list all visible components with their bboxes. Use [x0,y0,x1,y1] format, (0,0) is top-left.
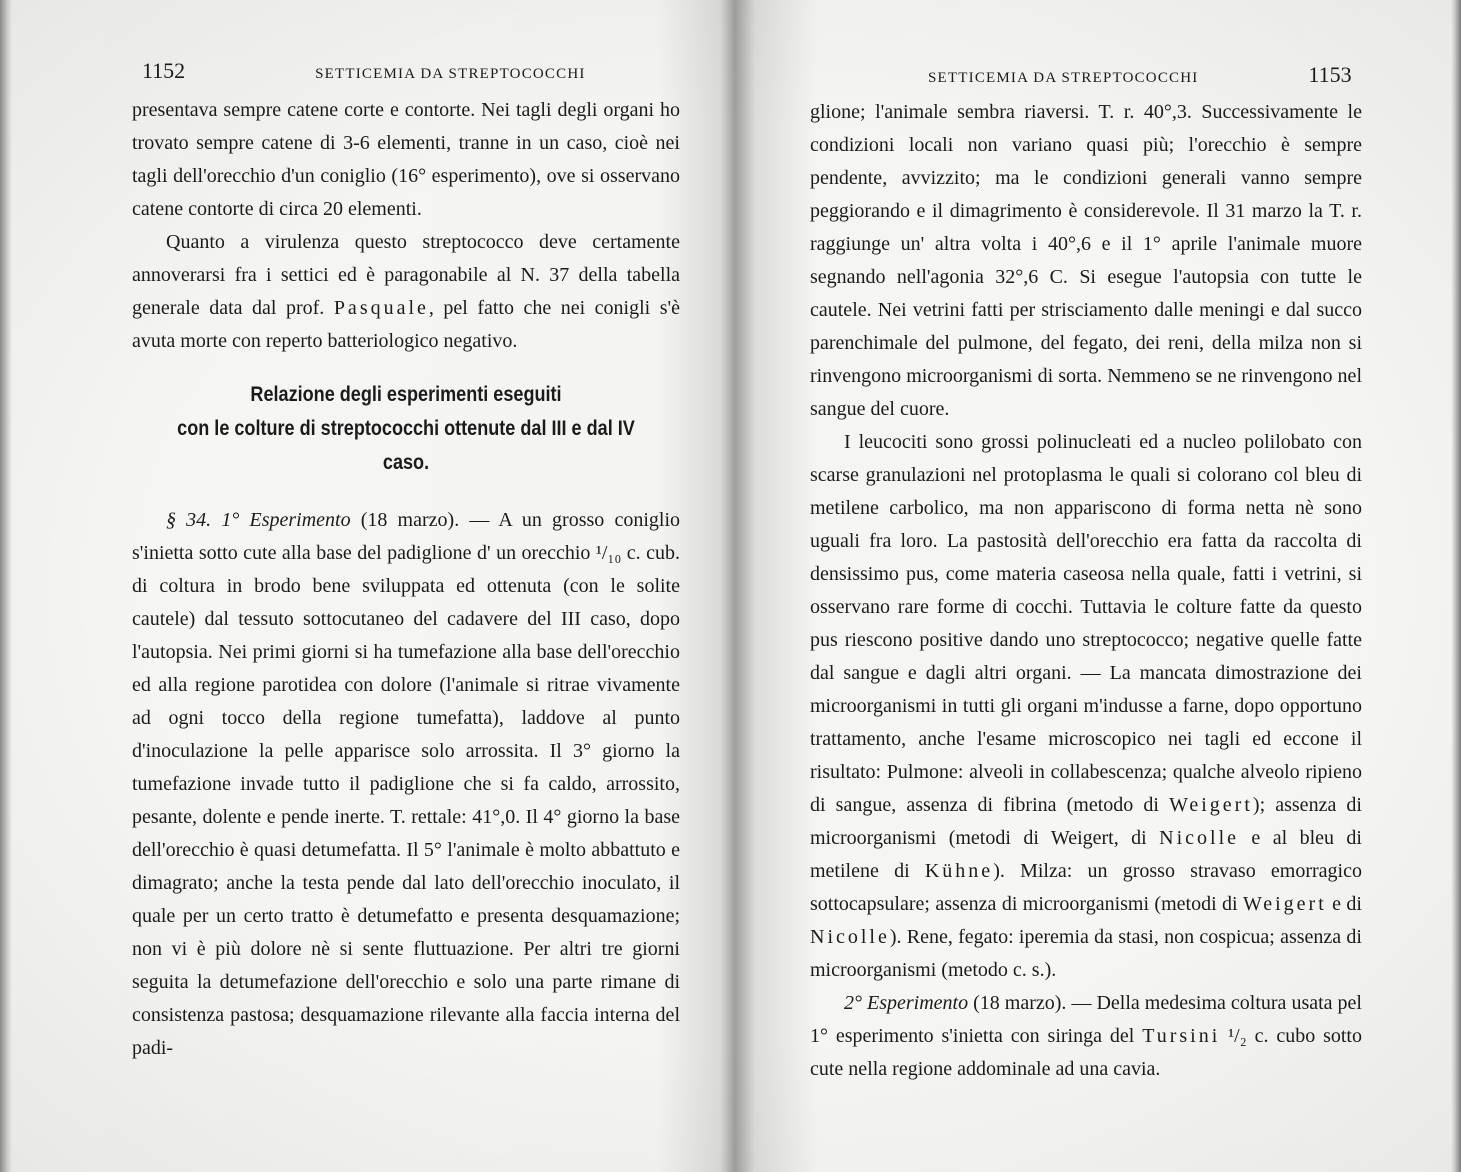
author-name-weigert-2: Weigert [1242,893,1327,915]
experiment-2-text-b: ¹/₂ c. cubo sotto cute nella regione addominale ad una cavia. [810,1025,1362,1080]
right-paragraph-2-a: I leucociti sono grossi polinucleati ed a nucleo polilobato con scarse granulazioni nel protoplasma le quali si colorano col bleu di metilene carbolico, ma non appariscono di forma netta nè sono uguali fra loro. La pastosità dell'orecchio era fatta da raccolta di densissimo pus, come materia caseosa nella quale, fatti i vetrini, si osservano rare forme di cocchi. Tuttavia le colture fatte da questo pus riescono positive dando uno streptococco; negative quelle fatte dal sangue e dagli altri organi. — La mancata dimostrazione dei microorganismi in tutti gli organi m'indusse a farne, dopo opportuno trattamento, anche l'esame microscopico nei tagli ed eccone il risultato: Pulmone: alveoli in collabescenza; qualche alveolo ripieno di sangue, assenza di fibrina (metodo di [810,431,1362,816]
right-page-number: 1153 [1308,62,1352,87]
left-paragraph-2-text: Quanto a virulenza questo streptococco deve certamente annoverarsi fra i settici ed è paragonabile al N. 37 della tabella generale data dal prof. [132,231,680,319]
right-page-header [928,62,1352,88]
section-title-line-2: con le colture di streptococchi ottenute dal III e dal IV caso. [177,417,635,474]
right-paragraph-1: glione; l'animale sembra riaversi. T. r. 40°,3. Successivamente le condizioni locali non variano quasi più; l'orecchio è sempre pendente, avvizzito; ma le condizioni generali vanno sempre peggiorando e il dimagrimento è considerevole. Il 31 marzo la T. r. raggiunge un' altra volta i 40°,6 e il 1° aprile l'animale muore segnando nell'agonia 32°,6 C. Si esegue l'autopsia con tutte le cautele. Nei vetrini fatti per strisciamento dalle meningi e dal succo parenchimale del pulmone, del fegato, dei reni, della milza non si rinvengono microorganismi di sorta. Nemmeno se ne rinvengono nel sangue del cuore. [810,101,1362,420]
right-paragraph-2-d: ). Milza: un grosso stravaso emorragico sottocapsulare; assenza di microorganismi (metodi di [810,860,1362,915]
left-paragraph-2 [132,226,680,358]
experiment-1-label: § 34. 1° Esperimento [166,509,351,531]
right-text-block [810,96,1362,1086]
author-name-tursini: Tursini [1142,1025,1221,1047]
right-paragraph-2-f: ). Rene, fegato: iperemia da stasi, non cospicua; assenza di microorganismi (metodo c. s.). [810,926,1362,981]
author-name-nicolle: Nicolle [1159,827,1240,849]
left-page-header [142,58,586,84]
left-running-head: SETTICEMIA DA STREPTOCOCCHI [315,66,586,82]
author-name-pasquale: Pasquale [333,297,429,319]
experiment-1-text: (18 marzo). — A un grosso coniglio s'inietta sotto cute alla base del padiglione d' un orecchio ¹/₁₀ c. cub. di coltura in brodo bene sviluppata ed ottenuta (con le solite cautele) dal tessuto sottocutaneo del cadavere del III caso, dopo l'autopsia. Nei primi giorni si ha tumefazione alla base dell'orecchio ed alla regione parotidea con dolore (l'animale si ritrae vivamente ad ogni tocco della regione tumefatta), laddove al punto d'inoculazione la pelle apparisce solo arrossita. Il 3° giorno la tumefazione invade tutto il padiglione che si fa caldo, arrossito, pesante, dolente e pende inerte. T. rettale: 41°,0. Il 4° giorno la base dell'orecchio è quasi detumefatta. Il 5° l'animale è molto abbattuto e dimagrato; anche la testa pende dal lato dell'orecchio inoculato, il quale per un certo tratto è detumefatto e presenta desquamazione; non vi è più dolore nè si sente fluttuazione. Per altri tre giorni seguita la detumefazione dell'orecchio e solo una parte rimane di consistenza pastosa; desquamazione rilevante alla faccia interna del padi- [132,509,680,1059]
section-title [170,378,641,480]
experiment-2-text-a: (18 marzo). — Della medesima coltura usata pel 1° esperimento s'inietta con siringa del [810,992,1362,1047]
experiment-2-paragraph [810,987,1362,1086]
right-running-head: SETTICEMIA DA STREPTOCOCCHI [928,70,1199,86]
author-name-kuhne: Kühne [924,860,994,882]
right-page [730,0,1461,1172]
left-paragraph-2-tail: , pel fatto che nei conigli s'è avuta morte con reperto batteriologico negativo. [132,297,680,352]
left-paragraph-1: presentava sempre catene corte e contorte. Nei tagli degli organi ho trovato sempre catene di 3-6 elementi, tranne in un caso, cioè nei tagli dell'orecchio d'un coniglio (16° esperimento), ove si osservano catene contorte di circa 20 elementi. [132,99,680,220]
section-title-line-1: Relazione degli esperimenti eseguiti [250,383,562,406]
left-page [0,0,730,1172]
right-paragraph-2 [810,426,1362,987]
right-paragraph-2-b: ); assenza di microorganismi (metodi di Weigert, di [810,794,1362,849]
right-paragraph-2-e: e di [1326,893,1362,915]
experiment-2-label: 2° Esperimento [844,992,969,1014]
author-name-nicolle-2: Nicolle [810,926,890,948]
author-name-weigert: Weigert [1169,794,1253,816]
left-page-number: 1152 [142,58,186,83]
left-text-block [132,94,680,1065]
experiment-1-paragraph [132,504,680,1065]
right-paragraph-2-c: e al bleu di metilene di [810,827,1362,882]
